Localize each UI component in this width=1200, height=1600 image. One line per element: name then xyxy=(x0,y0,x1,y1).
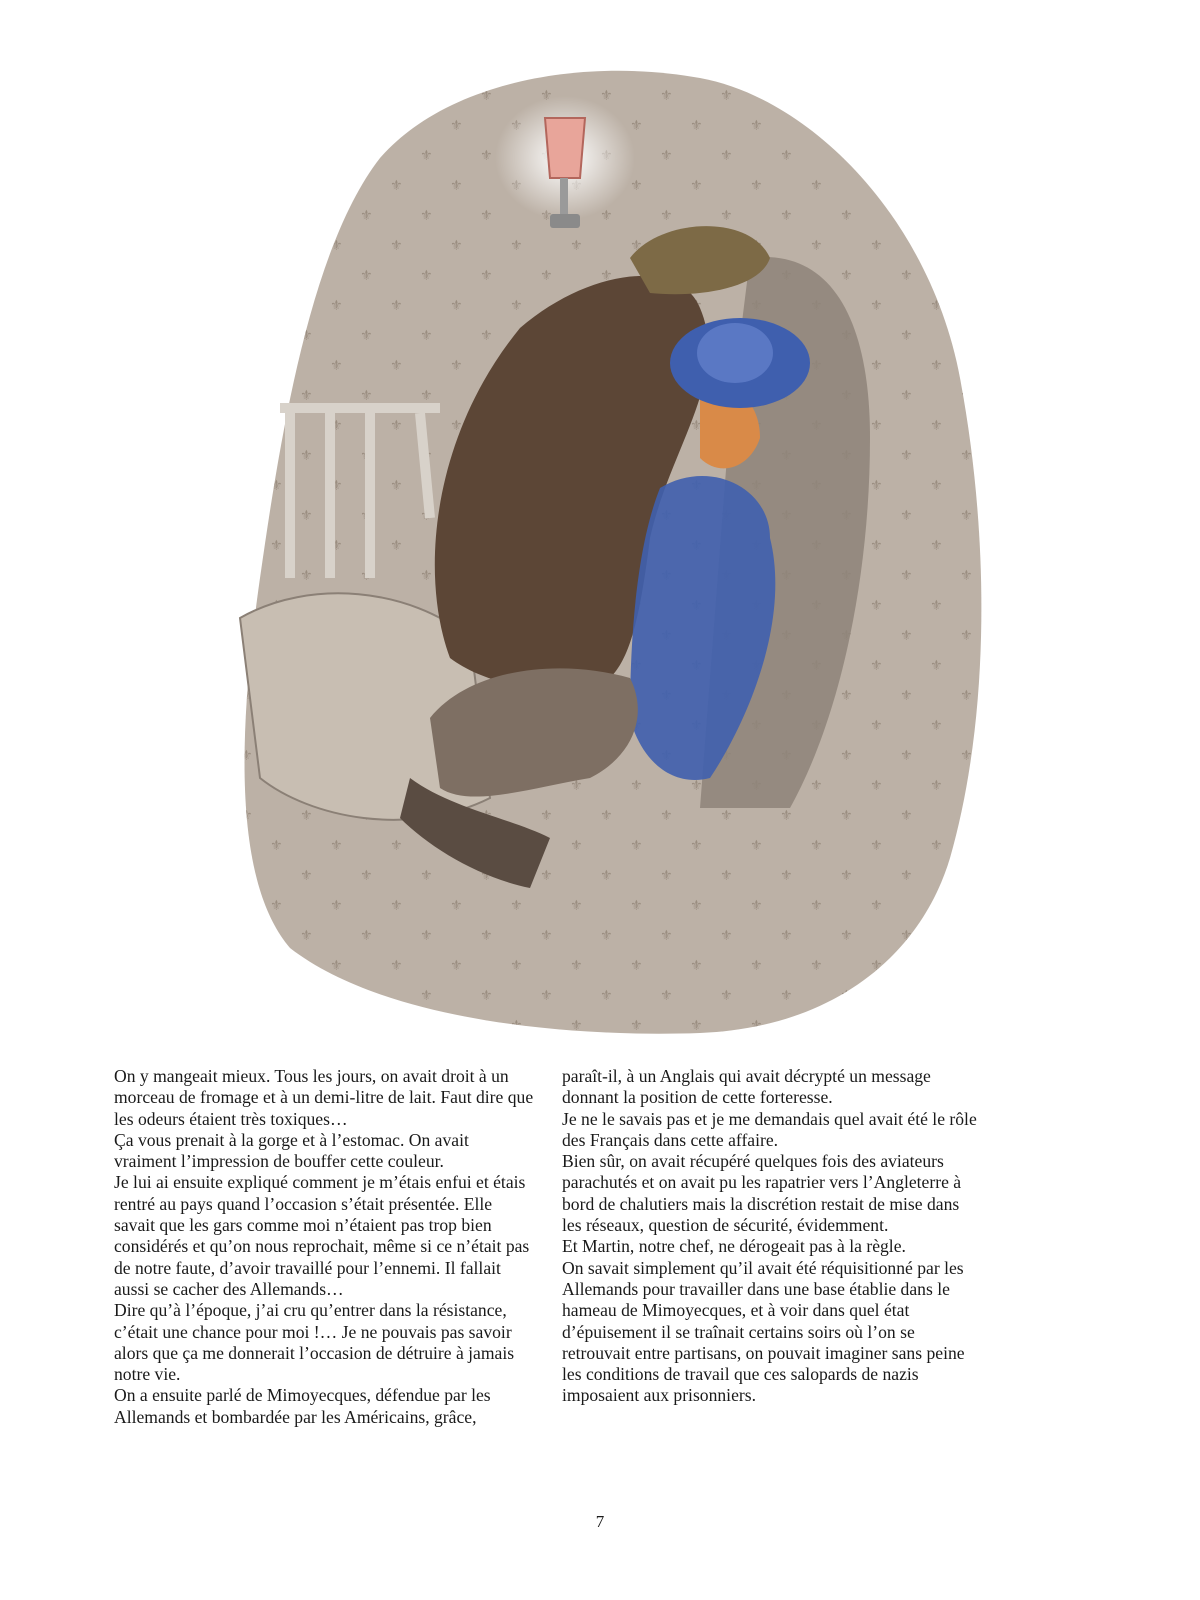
paragraph: Je lui ai ensuite expliqué comment je m’étais enfui et étais rentré au pays quand l’occasion s’était présentée. Elle savait que les gars comme moi n’étaient pas trop bien considérés et qu’on nous reprochait, même si ce n’était pas de notre faute, d’avoir travaillé pour l’ennemi. Il fallait aussi se cacher des Allemands… xyxy=(114,1172,530,1299)
paragraph: paraît-il, à un Anglais qui avait décrypté un message donnant la position de cette forteresse. xyxy=(562,1066,931,1108)
page-number: 7 xyxy=(595,1512,605,1531)
paragraph: On y mangeait mieux. Tous les jours, on avait droit à un morceau de fromage et à un demi-litre de lait. Faut dire que les odeurs étaient très toxiques… xyxy=(114,1066,534,1129)
paragraph: On savait simplement qu’il avait été réquisitionné par les Allemands pour travailler dans une base établie dans le hameau de Mimoyecques, et à voir dans quel état d’épuisement il se traînait certains soirs où l’on se retrouvait entre partisans, on pouvait imaginer sans peine les conditions de travail que ces salopards de nazis imposaient aux prisonniers. xyxy=(562,1257,965,1406)
illustration xyxy=(230,18,1020,1048)
paragraph: Ça vous prenait à la gorge et à l’estomac. On avait vraiment l’impression de bouffer cette couleur. xyxy=(114,1129,469,1172)
paragraph: Je ne le savais pas et je me demandais quel avait été le rôle des Français dans cette affaire. xyxy=(562,1108,977,1150)
paragraph: Bien sûr, on avait récupéré quelques fois des aviateurs parachutés et on avait pu les rapatrier vers l’Angleterre à bord de chalutiers mais la discrétion restait de mise dans les réseaux, question de sécurité, évidemment. xyxy=(562,1151,962,1236)
text-column-left xyxy=(114,1066,534,1428)
paragraph: Et Martin, notre chef, ne dérogeait pas à la règle. xyxy=(562,1236,906,1257)
paragraph: Dire qu’à l’époque, j’ai cru qu’entrer dans la résistance, c’était une chance pour moi !… Je ne pouvais pas savoir alors que ça me donnerait l’occasion de détruire à jamais notre vie. xyxy=(114,1300,515,1385)
text-column-right xyxy=(562,1066,982,1407)
paragraph: On a ensuite parlé de Mimoyecques, défendue par les Allemands et bombardée par les Américains, grâce, xyxy=(114,1385,491,1427)
couple-embrace-illustration xyxy=(230,18,1020,1048)
